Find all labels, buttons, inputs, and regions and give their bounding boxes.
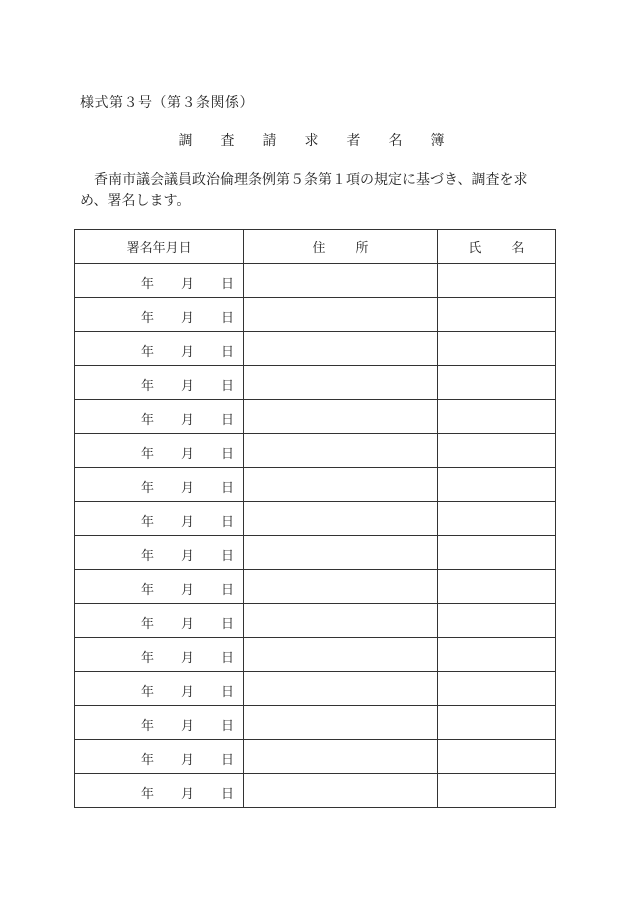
month-label: 月 — [181, 787, 195, 802]
name-cell[interactable] — [437, 536, 555, 570]
address-cell[interactable] — [244, 570, 437, 604]
day-label: 日 — [221, 413, 235, 428]
month-label: 月 — [181, 583, 195, 598]
day-label: 日 — [221, 787, 235, 802]
address-cell[interactable] — [244, 298, 437, 332]
month-label: 月 — [181, 515, 195, 530]
year-label: 年 — [141, 311, 155, 326]
signature-date-cell[interactable] — [75, 332, 244, 366]
table-row — [75, 366, 556, 400]
signature-date-cell[interactable] — [75, 672, 244, 706]
roster-body — [75, 264, 556, 808]
signature-date-cell[interactable] — [75, 298, 244, 332]
address-cell[interactable] — [244, 774, 437, 808]
year-label: 年 — [141, 413, 155, 428]
year-label: 年 — [141, 447, 155, 462]
name-cell[interactable] — [437, 298, 555, 332]
table-row — [75, 672, 556, 706]
day-label: 日 — [221, 447, 235, 462]
year-label: 年 — [141, 787, 155, 802]
address-cell[interactable] — [244, 672, 437, 706]
year-label: 年 — [141, 345, 155, 360]
address-cell[interactable] — [244, 434, 437, 468]
year-label: 年 — [141, 685, 155, 700]
year-label: 年 — [141, 583, 155, 598]
table-row — [75, 434, 556, 468]
address-cell[interactable] — [244, 468, 437, 502]
name-cell[interactable] — [437, 400, 555, 434]
table-row — [75, 400, 556, 434]
month-label: 月 — [181, 719, 195, 734]
name-cell[interactable] — [437, 638, 555, 672]
document-title: 調 査 請 求 者 名 簿 — [178, 133, 452, 149]
name-cell[interactable] — [437, 332, 555, 366]
name-cell[interactable] — [437, 672, 555, 706]
day-label: 日 — [221, 379, 235, 394]
month-label: 月 — [181, 481, 195, 496]
signature-date-cell[interactable] — [75, 468, 244, 502]
month-label: 月 — [181, 753, 195, 768]
day-label: 日 — [221, 753, 235, 768]
signature-date-cell[interactable] — [75, 638, 244, 672]
month-label: 月 — [181, 617, 195, 632]
year-label: 年 — [141, 277, 155, 292]
month-label: 月 — [181, 345, 195, 360]
month-label: 月 — [181, 651, 195, 666]
day-label: 日 — [221, 277, 235, 292]
signature-date-cell[interactable] — [75, 706, 244, 740]
year-label: 年 — [141, 515, 155, 530]
month-label: 月 — [181, 549, 195, 564]
day-label: 日 — [221, 345, 235, 360]
name-cell[interactable] — [437, 468, 555, 502]
table-row — [75, 570, 556, 604]
table-row — [75, 332, 556, 366]
table-header-row — [75, 230, 556, 264]
name-cell[interactable] — [437, 570, 555, 604]
name-cell[interactable] — [437, 366, 555, 400]
table-row — [75, 298, 556, 332]
header-address: 住所 — [244, 230, 437, 264]
table-row — [75, 264, 556, 298]
month-label: 月 — [181, 277, 195, 292]
month-label: 月 — [181, 379, 195, 394]
year-label: 年 — [141, 651, 155, 666]
address-cell[interactable] — [244, 706, 437, 740]
table-row — [75, 740, 556, 774]
intro-paragraph: 香南市議会議員政治倫理条例第５条第１項の規定に基づき、調査を求め、署名します。 — [80, 172, 528, 209]
address-cell[interactable] — [244, 536, 437, 570]
signature-date-cell[interactable] — [75, 434, 244, 468]
signature-date-cell[interactable] — [75, 570, 244, 604]
table-row — [75, 706, 556, 740]
form-number: 様式第３号（第３条関係） — [80, 95, 254, 111]
address-cell[interactable] — [244, 400, 437, 434]
day-label: 日 — [221, 583, 235, 598]
signature-date-cell[interactable] — [75, 604, 244, 638]
signature-date-cell[interactable] — [75, 400, 244, 434]
day-label: 日 — [221, 719, 235, 734]
year-label: 年 — [141, 379, 155, 394]
table-row — [75, 774, 556, 808]
month-label: 月 — [181, 685, 195, 700]
header-signature-date: 署名年月日 — [75, 230, 244, 264]
year-label: 年 — [141, 753, 155, 768]
table-row — [75, 638, 556, 672]
day-label: 日 — [221, 685, 235, 700]
table-row — [75, 468, 556, 502]
table-row — [75, 604, 556, 638]
month-label: 月 — [181, 447, 195, 462]
signature-date-cell[interactable] — [75, 264, 244, 298]
month-label: 月 — [181, 413, 195, 428]
day-label: 日 — [221, 651, 235, 666]
name-cell[interactable] — [437, 774, 555, 808]
year-label: 年 — [141, 549, 155, 564]
address-cell[interactable] — [244, 638, 437, 672]
name-cell[interactable] — [437, 604, 555, 638]
name-cell[interactable] — [437, 434, 555, 468]
header-name: 氏名 — [437, 230, 555, 264]
signature-roster-table — [74, 229, 556, 808]
day-label: 日 — [221, 515, 235, 530]
address-cell[interactable] — [244, 332, 437, 366]
day-label: 日 — [221, 617, 235, 632]
signature-date-cell[interactable] — [75, 774, 244, 808]
name-cell[interactable] — [437, 264, 555, 298]
signature-date-cell[interactable] — [75, 740, 244, 774]
address-cell[interactable] — [244, 264, 437, 298]
name-cell[interactable] — [437, 706, 555, 740]
table-row — [75, 502, 556, 536]
year-label: 年 — [141, 719, 155, 734]
address-cell[interactable] — [244, 502, 437, 536]
day-label: 日 — [221, 311, 235, 326]
name-cell[interactable] — [437, 502, 555, 536]
month-label: 月 — [181, 311, 195, 326]
table-row — [75, 536, 556, 570]
year-label: 年 — [141, 617, 155, 632]
day-label: 日 — [221, 549, 235, 564]
signature-date-cell[interactable] — [75, 502, 244, 536]
name-cell[interactable] — [437, 740, 555, 774]
year-label: 年 — [141, 481, 155, 496]
address-cell[interactable] — [244, 604, 437, 638]
address-cell[interactable] — [244, 740, 437, 774]
day-label: 日 — [221, 481, 235, 496]
address-cell[interactable] — [244, 366, 437, 400]
signature-date-cell[interactable] — [75, 536, 244, 570]
signature-date-cell[interactable] — [75, 366, 244, 400]
